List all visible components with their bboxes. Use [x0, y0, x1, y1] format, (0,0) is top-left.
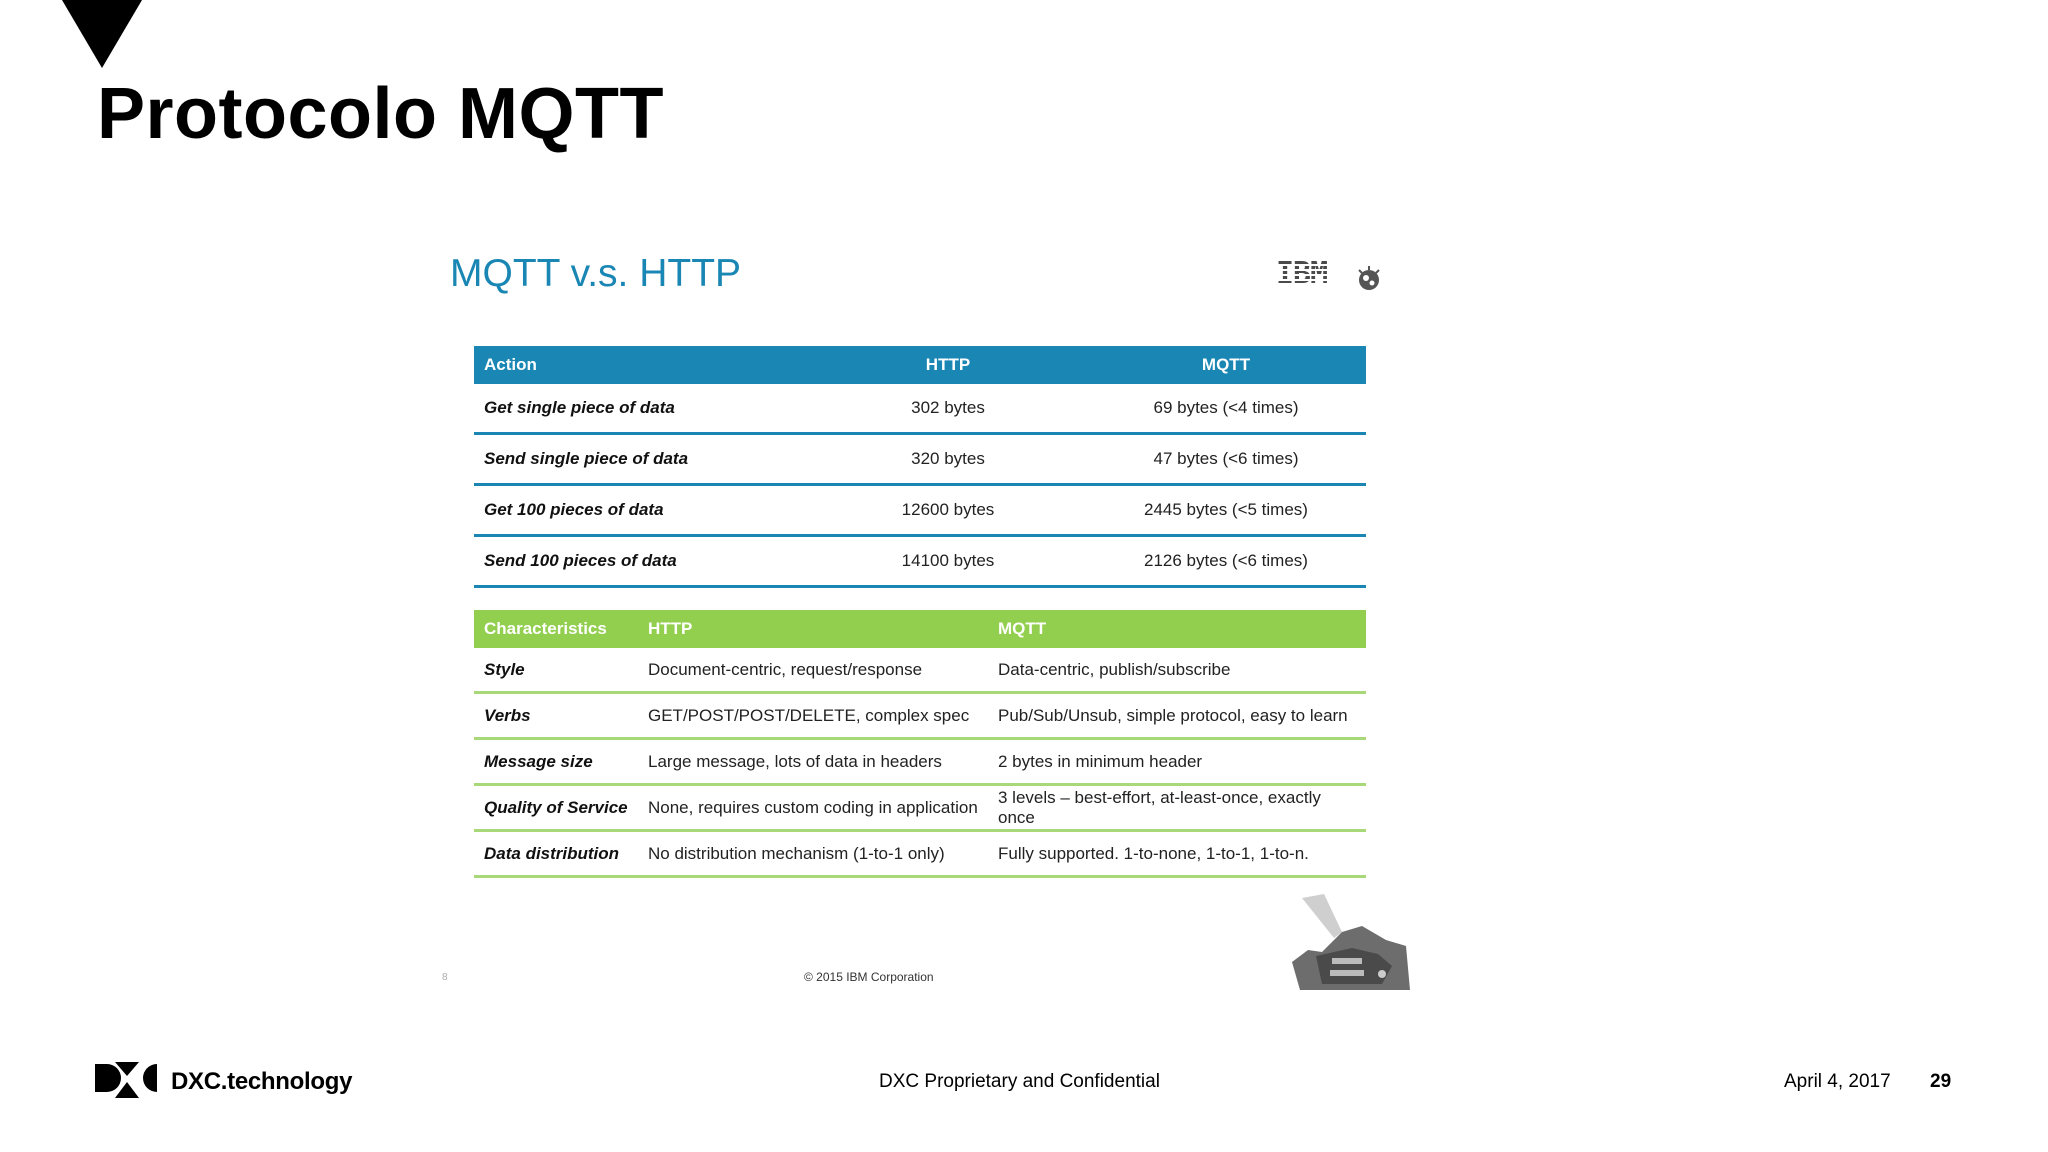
page-number: 29 [1930, 1071, 1952, 1092]
mqtt-cell: 3 levels – best-effort, at-least-once, exactly once [988, 785, 1366, 831]
mqtt-cell: 2126 bytes (<6 times) [1086, 536, 1366, 587]
table-header-row [474, 610, 1366, 648]
table-row [474, 384, 1366, 434]
size-comparison-table [474, 346, 1366, 588]
mqtt-cell: Data-centric, publish/subscribe [988, 648, 1366, 693]
header-http: HTTP [638, 610, 988, 648]
mqtt-cell: Pub/Sub/Unsub, simple protocol, easy to learn [988, 693, 1366, 739]
table-row [474, 434, 1366, 485]
header-mqtt: MQTT [988, 610, 1366, 648]
mqtt-cell: 47 bytes (<6 times) [1086, 434, 1366, 485]
table-row [474, 536, 1366, 587]
characteristic-cell: Data distribution [474, 831, 638, 877]
http-cell: 12600 bytes [810, 485, 1086, 536]
http-cell: 302 bytes [810, 384, 1086, 434]
table-row [474, 739, 1366, 785]
mqtt-cell: 69 bytes (<4 times) [1086, 384, 1366, 434]
characteristic-cell: Verbs [474, 693, 638, 739]
header-mqtt: MQTT [1086, 346, 1366, 384]
http-cell: Document-centric, request/response [638, 648, 988, 693]
dxc-logo-icon [95, 1058, 159, 1100]
http-cell: Large message, lots of data in headers [638, 739, 988, 785]
footer-confidential: DXC Proprietary and Confidential [879, 1071, 1160, 1092]
embedded-slide-image [432, 236, 1412, 990]
header-action: Action [474, 346, 810, 384]
page-title: Protocolo MQTT [97, 74, 664, 154]
header-http: HTTP [810, 346, 1086, 384]
http-cell: 14100 bytes [810, 536, 1086, 587]
mqtt-cell: 2445 bytes (<5 times) [1086, 485, 1366, 536]
corner-triangle [62, 0, 142, 68]
globe-icon [1354, 264, 1384, 294]
guitar-image [1282, 892, 1412, 990]
table-row [474, 648, 1366, 693]
characteristic-cell: Message size [474, 739, 638, 785]
characteristic-cell: Quality of Service [474, 785, 638, 831]
http-cell: GET/POST/POST/DELETE, complex spec [638, 693, 988, 739]
table-row [474, 485, 1366, 536]
table-row [474, 693, 1366, 739]
brand-name: DXC.technology [171, 1068, 353, 1095]
characteristics-table [474, 610, 1366, 878]
mqtt-cell: Fully supported. 1-to-none, 1-to-1, 1-to-n. [988, 831, 1366, 877]
http-cell: None, requires custom coding in application [638, 785, 988, 831]
action-cell: Send single piece of data [474, 434, 810, 485]
embedded-page-number: 8 [442, 972, 448, 983]
http-cell: 320 bytes [810, 434, 1086, 485]
action-cell: Send 100 pieces of data [474, 536, 810, 587]
action-cell: Get 100 pieces of data [474, 485, 810, 536]
embedded-copyright: © 2015 IBM Corporation [804, 970, 934, 984]
characteristic-cell: Style [474, 648, 638, 693]
table-row [474, 785, 1366, 831]
ibm-logo: IBM [1276, 256, 1328, 291]
table-header-row [474, 346, 1366, 384]
table-row [474, 831, 1366, 877]
http-cell: No distribution mechanism (1-to-1 only) [638, 831, 988, 877]
header-characteristics: Characteristics [474, 610, 638, 648]
mqtt-cell: 2 bytes in minimum header [988, 739, 1366, 785]
action-cell: Get single piece of data [474, 384, 810, 434]
footer-date: April 4, 2017 [1784, 1071, 1891, 1092]
embedded-slide-title: MQTT v.s. HTTP [450, 252, 742, 295]
